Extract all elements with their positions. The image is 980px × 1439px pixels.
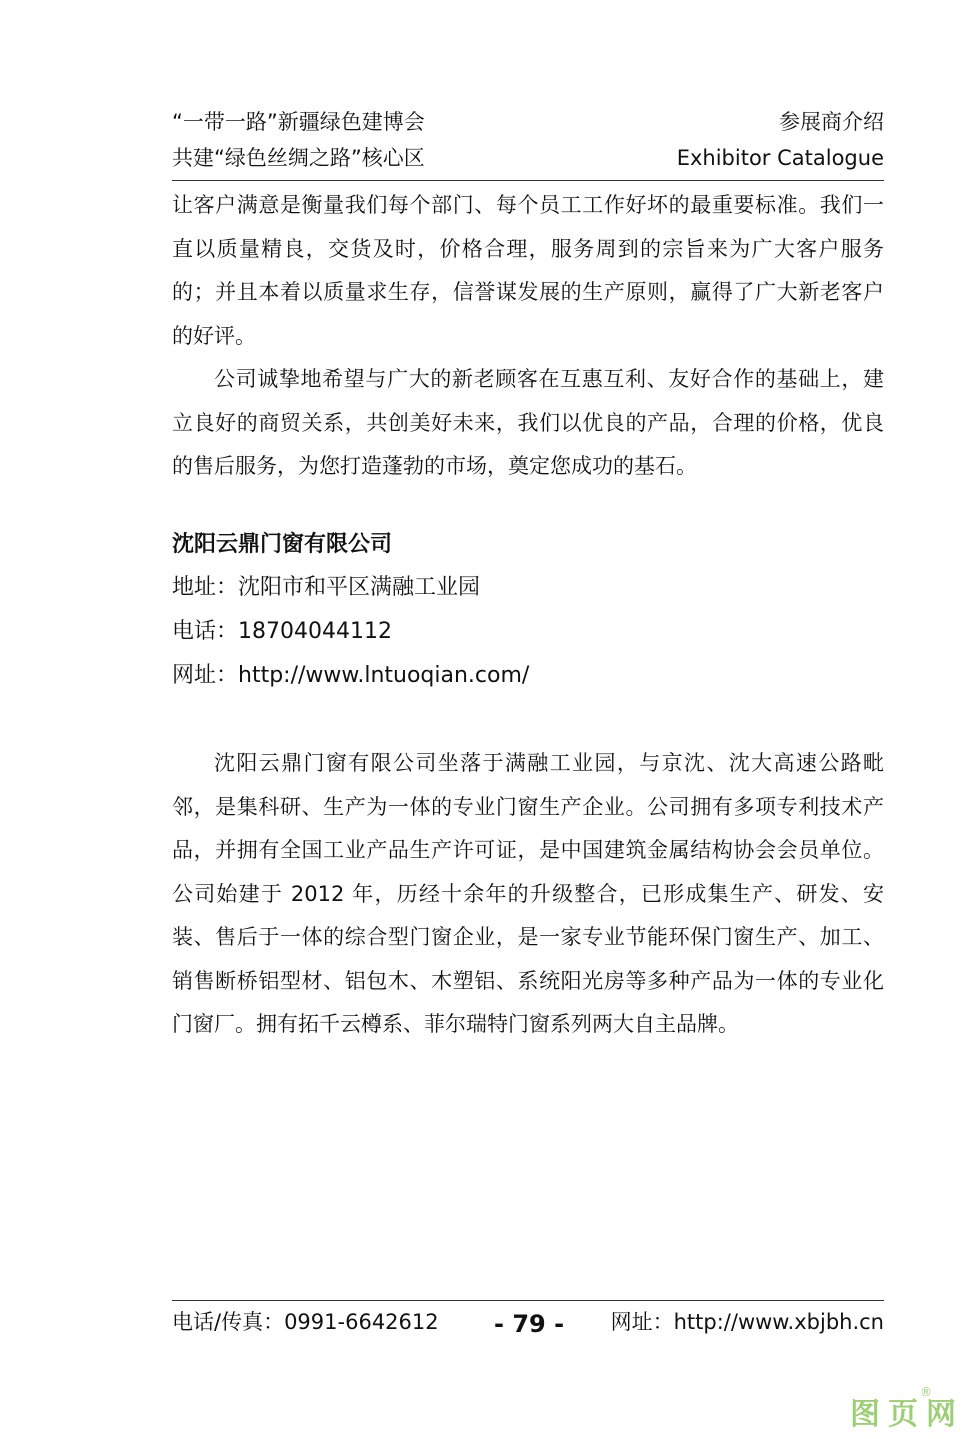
company-name-heading: 沈阳云鼎门窗有限公司 xyxy=(172,532,393,557)
watermark-logo: 图页网 xyxy=(850,1397,964,1432)
company-address: 地址：沈阳市和平区满融工业园 xyxy=(172,575,481,600)
footer-contact: 电话/传真：0991-6642612 xyxy=(172,1310,439,1334)
header-event-title: “一带一路”新疆绿色建博会 xyxy=(172,110,425,134)
header-event-subtitle: 共建“绿色丝绸之路”核心区 xyxy=(172,146,425,170)
company-phone: 电话：18704044112 xyxy=(172,619,392,644)
header-row-2 xyxy=(172,140,884,176)
header-row-1 xyxy=(172,104,884,140)
company-website: 网址：http://www.lntuoqian.com/ xyxy=(172,663,530,688)
watermark-registered-mark: ® xyxy=(920,1385,932,1399)
header-section-title: 参展商介绍 xyxy=(779,110,884,134)
page-number: - 79 - xyxy=(494,1310,565,1338)
header-section-subtitle: Exhibitor Catalogue xyxy=(676,146,884,170)
paragraph-cooperation: 公司诚挚地希望与广大的新老顾客在互惠互利、友好合作的基础上，建立良好的商贸关系，共创美好未来，我们以优良的产品，合理的价格，优良的售后服务，为您打造蓬勃的市场，奠定您成功的基石。 xyxy=(172,367,884,478)
footer-website: 网址：http://www.xbjbh.cn xyxy=(610,1310,884,1334)
page-footer xyxy=(172,1300,884,1345)
page-header xyxy=(172,104,884,181)
paragraph-customer-satisfaction: 让客户满意是衡量我们每个部门、每个员工工作好坏的最重要标准。我们一直以质量精良，交货及时，价格合理，服务周到的宗旨来为广大客户服务的；并且本着以质量求生存，信誉谋发展的生产原则，赢得了广大新老客户的好评。 xyxy=(172,193,884,348)
paragraph-company-intro: 沈阳云鼎门窗有限公司坐落于满融工业园，与京沈、沈大高速公路毗邻，是集科研、生产为一体的专业门窗生产企业。公司拥有多项专利技术产品，并拥有全国工业产品生产许可证，是中国建筑金属结构协会会员单位。公司始建于 2012 年，历经十余年的升级整合，已形成集生产、研发、安装、售后于一体的综合型门窗企业，是一家专业节能环保门窗生产、加工、销售断桥铝型材、铝包木、木塑铝、系统阳光房等多种产品为一体的专业化门窗厂。拥有拓千云樽系、菲尔瑞特门窗系列两大自主品牌。 xyxy=(172,751,884,1036)
